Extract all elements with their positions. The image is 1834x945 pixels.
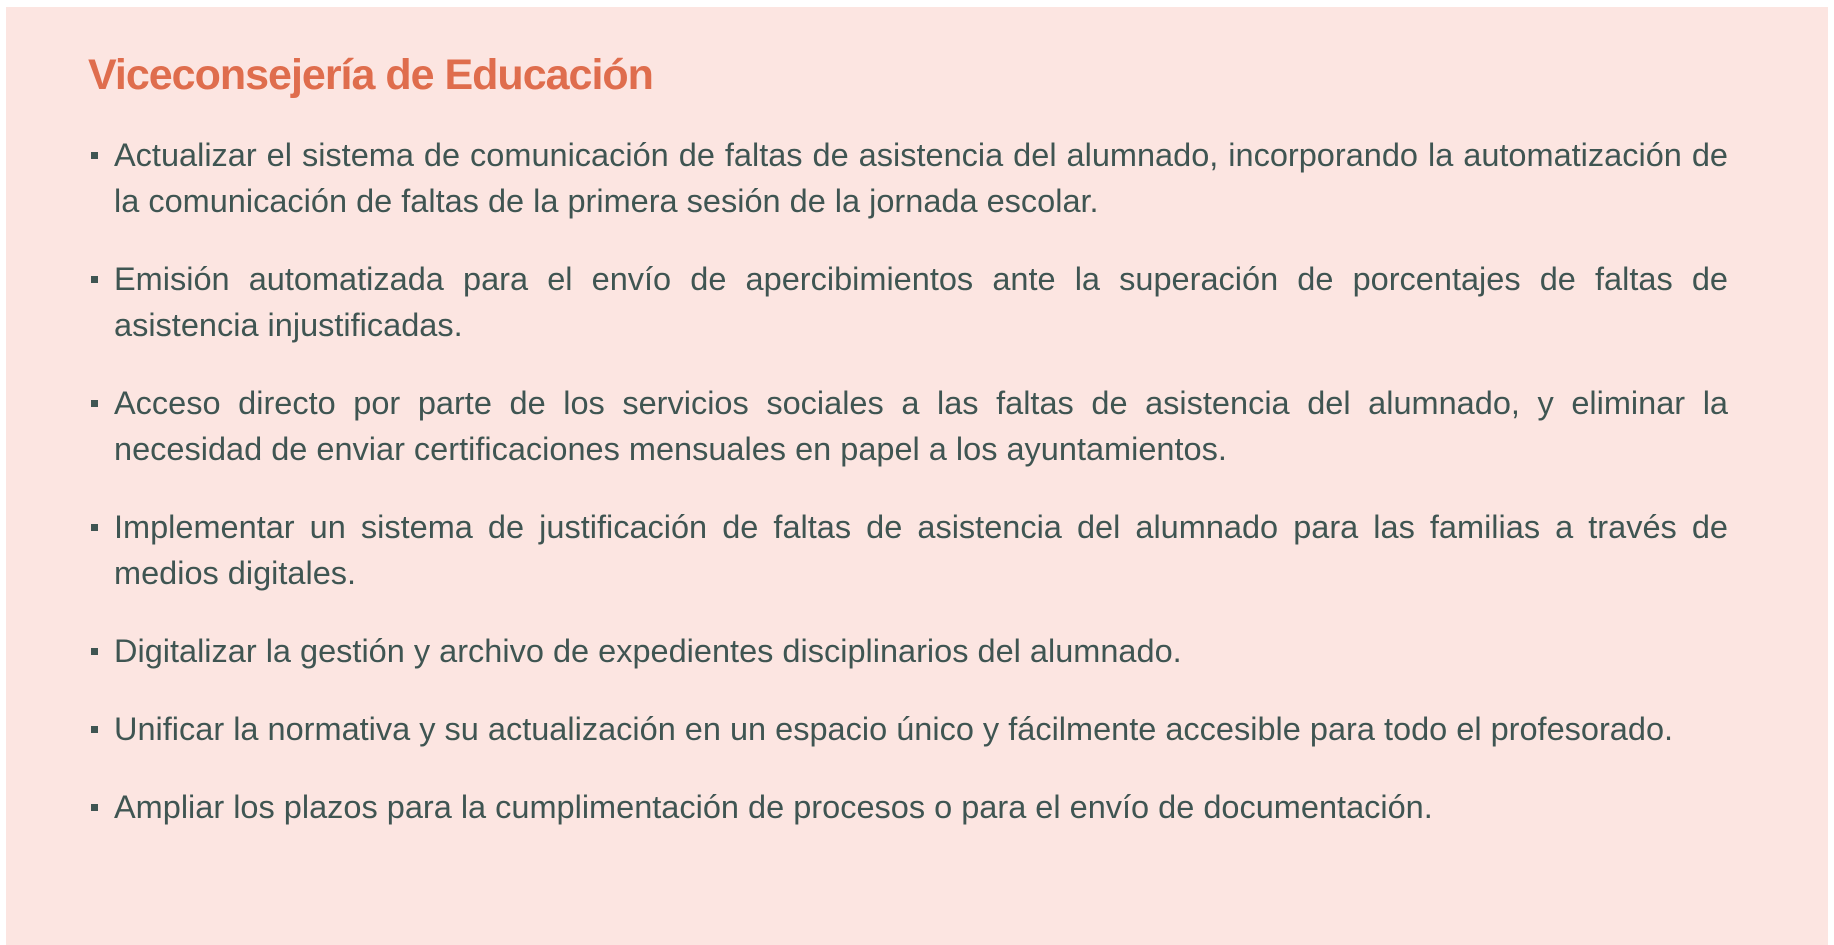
list-item	[88, 706, 1728, 752]
content-panel	[6, 7, 1828, 945]
list-item	[88, 132, 1728, 224]
list-item	[88, 628, 1728, 674]
square-bullet-icon	[91, 726, 98, 733]
square-bullet-icon	[91, 152, 98, 159]
square-bullet-icon	[91, 524, 98, 531]
square-bullet-icon	[91, 276, 98, 283]
square-bullet-icon	[91, 804, 98, 811]
list-item	[88, 504, 1728, 596]
square-bullet-icon	[91, 648, 98, 655]
bullet-list	[88, 132, 1728, 830]
list-item-text: Unificar la normativa y su actualización en un espacio único y fácilmente accesible para todo el profesorado.	[114, 711, 1674, 747]
list-item-text: Emisión automatizada para el envío de apercibimientos ante la superación de porcentajes de faltas de asistencia injustificadas.	[114, 261, 1728, 343]
list-item	[88, 256, 1728, 348]
square-bullet-icon	[91, 400, 98, 407]
list-item-text: Digitalizar la gestión y archivo de expedientes disciplinarios del alumnado.	[114, 633, 1182, 669]
list-item	[88, 380, 1728, 472]
list-item-text: Ampliar los plazos para la cumplimentación de procesos o para el envío de documentación.	[114, 789, 1433, 825]
section-title: Viceconsejería de Educación	[88, 51, 653, 99]
list-item	[88, 784, 1728, 830]
list-item-text: Actualizar el sistema de comunicación de faltas de asistencia del alumnado, incorporando la automatización de la comunicación de faltas de la primera sesión de la jornada escolar.	[114, 137, 1728, 219]
list-item-text: Implementar un sistema de justificación de faltas de asistencia del alumnado para las familias a través de medios digitales.	[114, 509, 1728, 591]
list-item-text: Acceso directo por parte de los servicios sociales a las faltas de asistencia del alumnado, y eliminar la necesidad de enviar certificaciones mensuales en papel a los ayuntamientos.	[114, 385, 1728, 467]
